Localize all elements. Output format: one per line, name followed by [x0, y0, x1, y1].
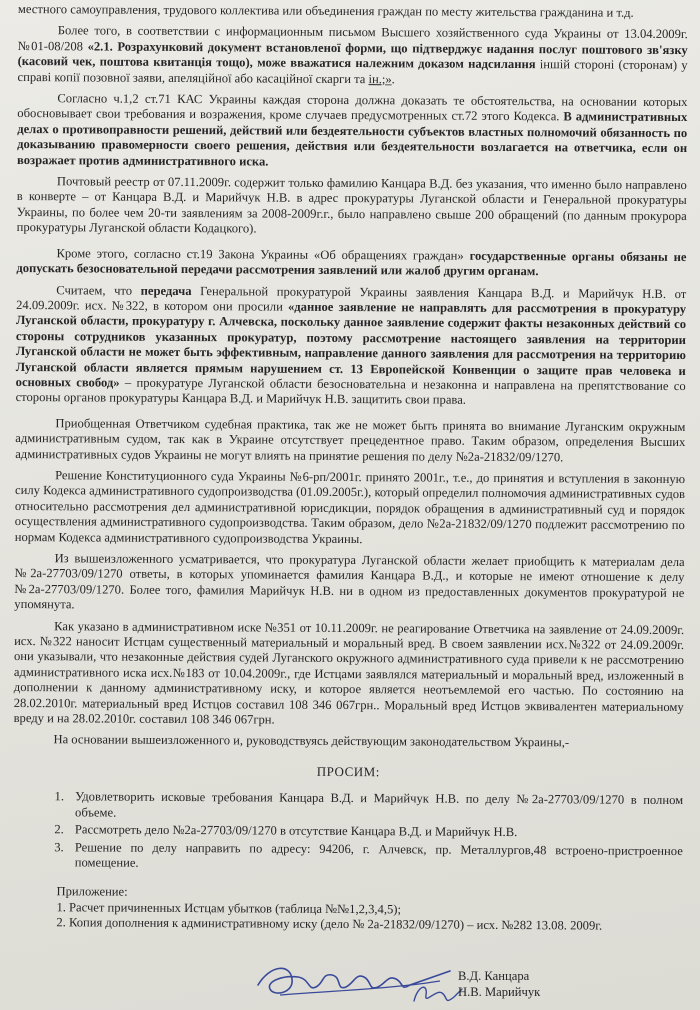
- paragraph-10: Как указано в административном иске №351 от 10.11.2009г. не реагирование Ответчика на заявление от 24.09.2009г. исх. №322 наносит Истцам существенный материальный и моральный вред. В своем заявлении исх.№322 от 24.09.2009г. они указывали, что незаконные действия судей Луганского окружного административного суда привели к не рассмотрению административного иска исх.№183 от 10.04.2009г., где Истцами заявлялся материальный и моральный вред, изложенный в дополнении к данному административному иску, и которое является неотъемлемой его частью. По состоянию на 28.02.2010г. материальный вред Истцов составил 108 346 067грн.. Моральный вред Истцов эквивалентен материальному вреду и на 28.02.2010г. составил 108 346 067грн.: [13, 618, 685, 727]
- signer-name: В.Д. Канцара: [458, 969, 530, 983]
- attachment-item: 2. Копия дополнения к административному иску (дело № 2а-21832/09/1270) – исх. №282 13.08. 2009г.: [56, 915, 603, 933]
- attachment-item: 1. Расчет причиненных Истцам убытков (таблица №№1,2,3,4,5);: [56, 899, 402, 917]
- request-item: 2. Рассмотреть дело №2а-27703/09/1270 в отсутствие Канцара В.Д. и Марийчук Н.В.: [67, 822, 683, 841]
- request-heading: ПРОСИМ:: [316, 763, 380, 780]
- signer-name: Н.В. Марийчук: [458, 985, 541, 999]
- request-item: 3. Решение по делу направить по адресу: 94206, г. Алчевск, пр. Металлургов,48 встроено-пристроенное помещение.: [67, 840, 683, 875]
- request-list: [13, 789, 683, 874]
- signers-block: [458, 968, 540, 1000]
- paragraph-3: Согласно ч.1,2 ст.71 КАС Украины каждая сторона должна доказать те обстоятельства, на основании которых обосновывает свои требования и возражения, кроме случаев предусмотренных ст.72 этого Кодекса. В административных делах о противоправности решений, действий или бездеятельности субъектов властных полномочий обязанность по доказыванию правомерности своего решения, действия или бездеятельности возлагается на ответчика, если он возражает против административного иска.: [16, 91, 688, 169]
- attachments: [56, 885, 682, 935]
- paragraph-7: Приобщенная Ответчиком судебная практика, так же не может быть принята во внимание Луганским окружным административным судом, так как в Украине отсутствует прецедентное право. Таким образом, определения Высших административных судов Украины не могут влиять на принятие решения по делу №2а-21832/09/1270.: [15, 415, 686, 464]
- paragraph-2: Более того, в соответствии с информационным письмом Высшего хозяйственного суда Украины от 13.04.2009г. №01-08/208 «2.1. Розрахунковий документ встановленої форми, що підтверджує надання послуг поштового зв'язку (касовий чек, поштова квитанція тощо), може вважатися належним доказом надсилання іншій стороні (сторонам) у справі копії позовної заяви, апеляційної або касаційної скарги та ін.;».: [17, 23, 688, 86]
- attachments-title: Приложение:: [56, 884, 128, 899]
- paragraph-5: Кроме этого, согласно ст.19 Закона Украины «Об обращениях граждан» государственные органы обязаны не допускать безосновательной передачи рассмотрения заявлений или жалоб другим органам.: [16, 245, 687, 279]
- paragraph-1: местного самоуправления, трудового коллектива или объединения граждан по месту жительства гражданина и т.д.: [17, 2, 634, 20]
- paragraph-8: Решение Конституционного суда Украины №6-рп/2001г. принято 2001г., т.е., до принятия и вступления в законную силу Кодекса административного судопроизводства (01.09.2005г.), который определил полномочия административных судов относительно рассмотрения дел административной юрисдикции, порядок обращения в административный суд и порядок осуществления административного судопроизводства. Таким образом, дело №2а-21832/09/1270 подлежит рассмотрению по нормам Кодекса административного судопроизводства Украины.: [14, 468, 686, 546]
- request-item: 1. Удовлетворить исковые требования Канцара В.Д. и Марийчук Н.В. по делу №2а-27703/09/1270 в полном объеме.: [67, 790, 683, 825]
- document-body: [12, 2, 688, 935]
- paragraph-9: Из вышеизложенного усматривается, что прокуратура Луганской области желает приобщить к материалам дела №2а-27703/09/1270 ответы, в которых упоминается фамилия Канцара В.Д., и которые не имеют отношение к делу №2а-27703/09/1270. Более того, фамилия Марийчук Н.В. ни в одном из предоставленных документов прокуратурой не упомянута.: [14, 551, 685, 612]
- paragraph-6: Считаем, что передача Генеральной прокуратурой Украины заявления Канцара В.Д. и Марийчук Н.В. от 24.09.2009г. исх. №322, в котором они просили «данное заявление не направлять для рассмотрения в прокуратуру Луганской области, прокуратуру г. Алчевска, поскольку данное заявление содержит факты незаконных действий со стороны сотрудников указанных прокуратур, поэтому рассмотрение настоящего заявления на территории Луганской области не может быть эффективным, направление данного заявления для рассмотрения на территорию Луганской области является прямым нарушением ст. 13 Европейской Конвенции о защите прав человека и основных свобод» – прокуратуре Луганской области безосновательна и незаконна и направлена на препятствование со стороны органов прокуратуры Канцара В.Д. и Марийчук Н.В. защитить свои права.: [15, 282, 687, 408]
- paragraph-4: Почтовый реестр от 07.11.2009г. содержит только фамилию Канцара В.Д. без указания, что именно было направлено в конверте – от Канцара В.Д. и Марийчук Н.В. в адрес прокуратуры Луганской области и Генеральной прокуратуры Украины, по более чем 20-ти заявлениям за 2008-2009г.г., было направлено свыше 200 обращений (по данным прокурора прокуратуры Луганской области Кодацкого).: [16, 174, 687, 236]
- paragraph-11: На основании вышеизложенного и, руководствуясь действующим законодательством Украины,-: [53, 732, 570, 750]
